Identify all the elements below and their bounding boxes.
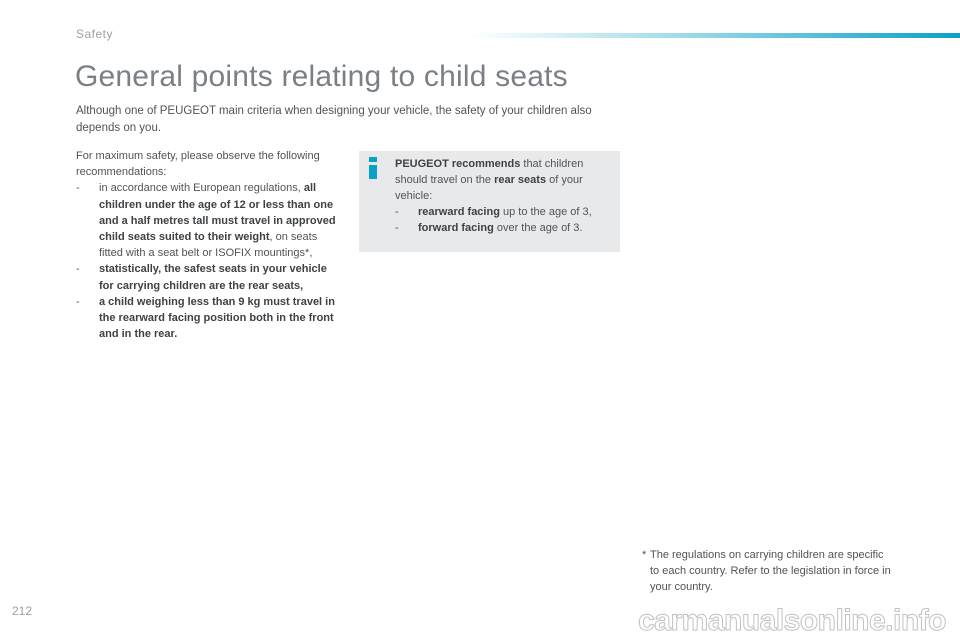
list-item-text bbox=[99, 180, 338, 261]
intro-paragraph: Although one of PEUGEOT main criteria when designing your vehicle, the safety of your children also depends on you. bbox=[76, 105, 592, 134]
note-item-plain: up to the age of 3, bbox=[499, 206, 592, 218]
list-item-bold: a child weighing less than 9 kg must travel in the rearward facing position both in the front and in the rear. bbox=[99, 295, 335, 341]
note-item-plain: over the age of 3. bbox=[493, 222, 583, 234]
list-item-plain: in accordance with European regulations, bbox=[99, 182, 304, 195]
note-item-bold: rearward facing bbox=[418, 206, 500, 218]
section-header: Safety bbox=[76, 27, 114, 41]
list-item-text bbox=[99, 294, 338, 343]
footnote-star: * bbox=[642, 549, 647, 561]
note-list-item bbox=[395, 220, 617, 236]
recommendation-note-box bbox=[359, 151, 620, 252]
page-number: 212 bbox=[12, 604, 33, 618]
note-list-item bbox=[395, 204, 617, 220]
list-item-bold: statistically, the safest seats in your vehicle for carrying children are the rear seats, bbox=[99, 263, 327, 292]
note-item-text bbox=[418, 204, 617, 220]
list-dash: - bbox=[76, 295, 80, 308]
list-item bbox=[76, 261, 338, 293]
list-item bbox=[76, 294, 338, 343]
note-text-part: of your vehicle: bbox=[395, 174, 583, 202]
note-lead bbox=[395, 156, 617, 204]
list-item-bold: all children under the age of 12 or less than one and a half metres tall must travel in approved child seats suited to their weight bbox=[99, 182, 336, 244]
list-dash: - bbox=[395, 222, 399, 234]
header-accent-bar bbox=[470, 33, 960, 38]
watermark: carmanualsonline.info bbox=[638, 604, 946, 637]
list-dash: - bbox=[395, 206, 399, 218]
note-item-bold: forward facing bbox=[418, 222, 494, 234]
page-title: General points relating to child seats bbox=[75, 60, 568, 93]
list-dash: - bbox=[76, 182, 80, 195]
recommendations-lead: For maximum safety, please observe the following recommendations: bbox=[76, 150, 320, 179]
list-item-text bbox=[99, 261, 338, 293]
note-item-text bbox=[418, 220, 617, 236]
note-bold-seats: rear seats bbox=[494, 174, 547, 186]
footnote bbox=[642, 547, 892, 595]
note-text-part: that children should travel on the bbox=[395, 158, 584, 186]
footnote-text: The regulations on carrying children are specific to each country. Refer to the legislation in force in your country. bbox=[650, 549, 891, 593]
note-text bbox=[395, 156, 617, 236]
recommendations-column bbox=[76, 148, 338, 342]
list-item bbox=[76, 180, 338, 261]
list-dash: - bbox=[76, 263, 80, 276]
list-item-after: , on seats fitted with a seat belt or ISOFIX mountings*, bbox=[99, 231, 318, 260]
info-icon bbox=[367, 157, 379, 179]
note-bold-lead: PEUGEOT recommends bbox=[395, 158, 521, 170]
